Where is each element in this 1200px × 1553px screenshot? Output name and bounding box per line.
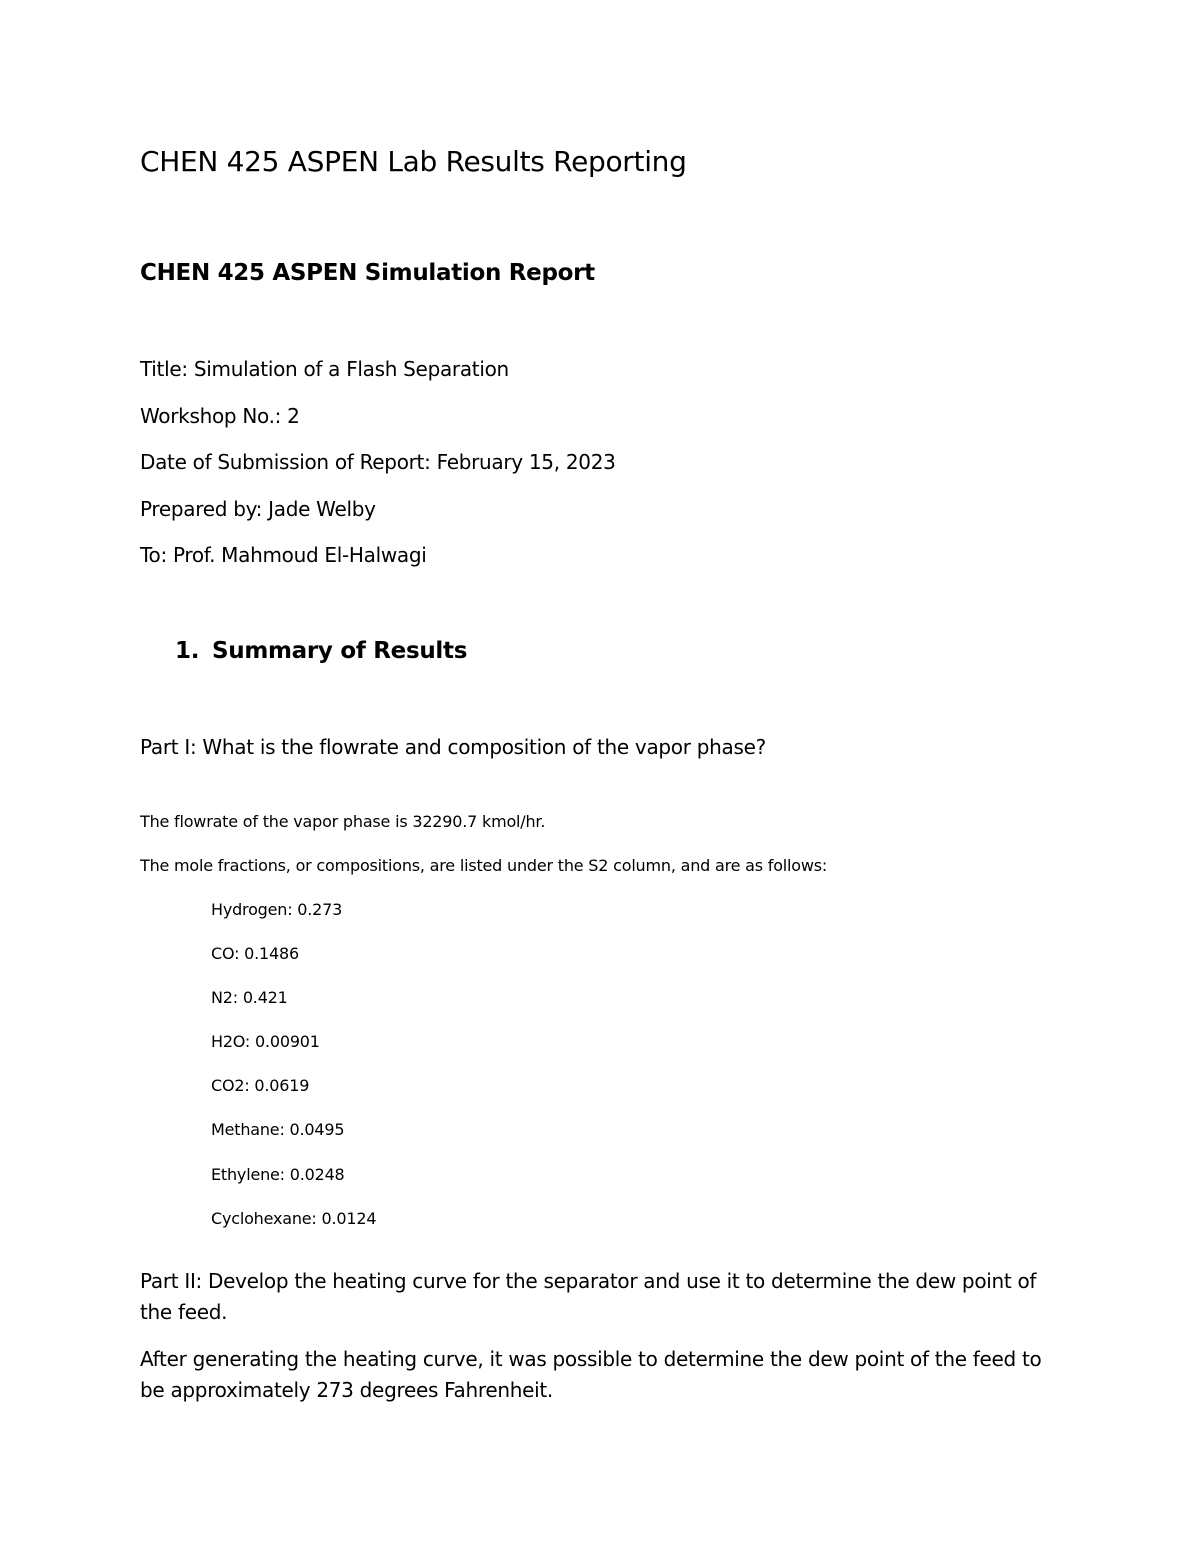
composition-item: Hydrogen: 0.273 [211, 900, 343, 919]
composition-item: Cyclohexane: 0.0124 [211, 1209, 377, 1228]
section-title: Summary of Results [212, 638, 468, 664]
composition-item: CO2: 0.0619 [211, 1076, 310, 1095]
submission-date-line: Date of Submission of Report: February 15, 2023 [140, 450, 616, 474]
part2-answer: After generating the heating curve, it was possible to determine the dew point of the feed to be approximately 273 degrees Fahrenheit. [140, 1347, 1042, 1402]
composition-item: Methane: 0.0495 [211, 1120, 345, 1139]
report-title-line: Title: Simulation of a Flash Separation [140, 357, 509, 381]
part1-question: Part I: What is the flowrate and composition of the vapor phase? [140, 735, 766, 759]
composition-item: Ethylene: 0.0248 [211, 1165, 345, 1184]
section-number: 1. [175, 638, 200, 664]
prepared-by-line: Prepared by: Jade Welby [140, 497, 376, 521]
section-heading-summary [175, 638, 467, 666]
recipient-line: To: Prof. Mahmoud El-Halwagi [140, 543, 427, 567]
workshop-number-line: Workshop No.: 2 [140, 404, 300, 428]
part2-question: Part II: Develop the heating curve for the separator and use it to determine the dew point of the feed. [140, 1269, 1037, 1324]
flowrate-statement: The flowrate of the vapor phase is 32290.7 kmol/hr. [140, 812, 546, 831]
report-heading: CHEN 425 ASPEN Simulation Report [140, 260, 595, 286]
composition-item: CO: 0.1486 [211, 944, 299, 963]
composition-item: N2: 0.421 [211, 988, 288, 1007]
composition-item: H2O: 0.00901 [211, 1032, 320, 1051]
document-title: CHEN 425 ASPEN Lab Results Reporting [140, 145, 687, 178]
compositions-intro: The mole fractions, or compositions, are listed under the S2 column, and are as follows: [140, 856, 828, 875]
